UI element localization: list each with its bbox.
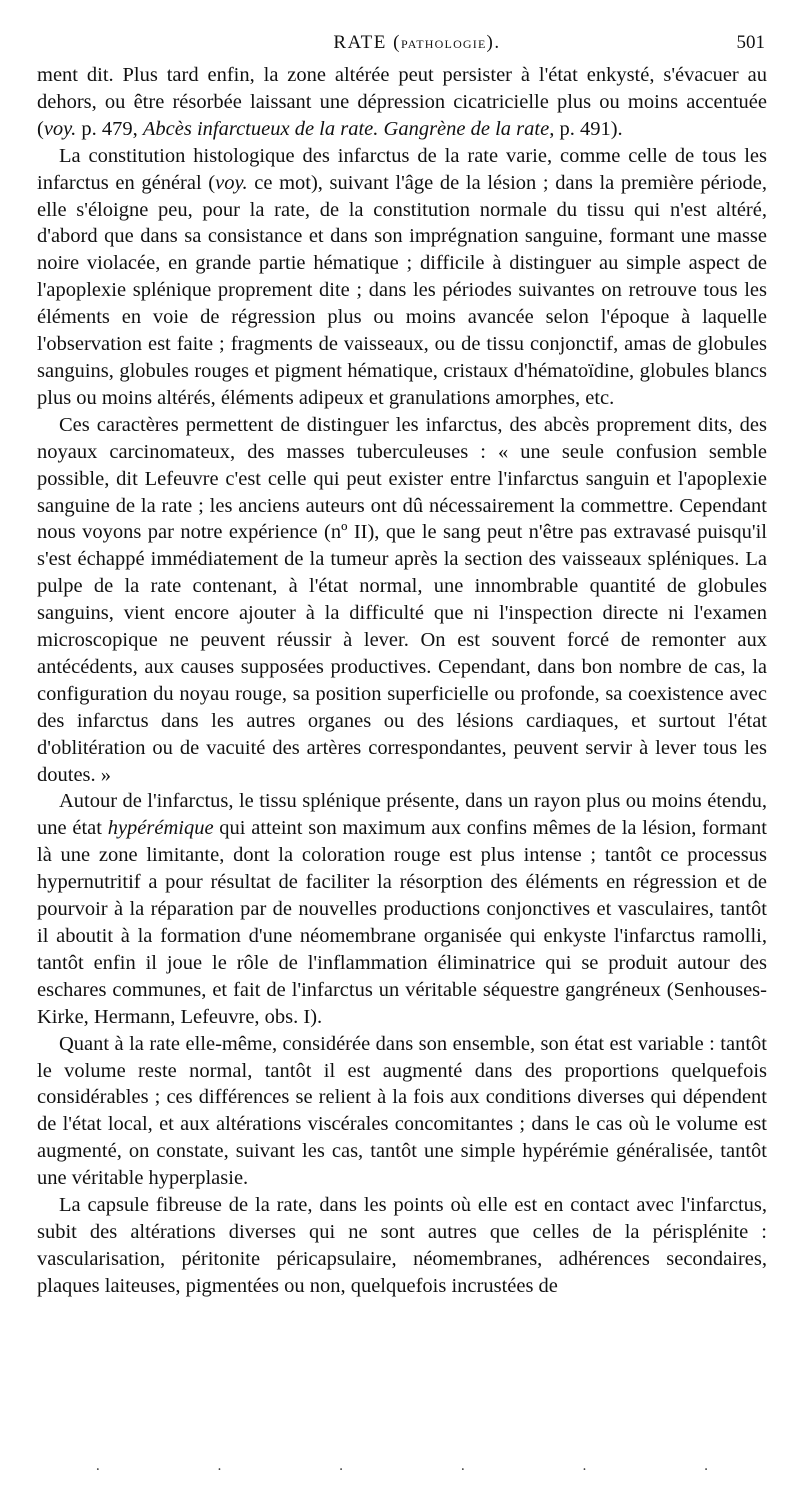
- scan-mark: ·: [95, 1462, 101, 1478]
- paragraph: [37, 62, 767, 143]
- text-run: Autour de l'infarctus, le tissu splénique présente, dans un rayon plus ou moins étendu, une état: [37, 790, 767, 840]
- text-run: Quant à la rate elle-même, considérée dans son ensemble, son état est variable : tantôt le volume reste normal, tantôt il est augmenté dans des proportions quelquefois considérables ; ces différences se relient à la fois aux conditions diverses qui dépendent de l'état local, et aux altérations viscérales concomitantes ; dans le cas où le volume est augmenté, on constate, suivant les cas, tantôt une simple hypérémie généralisée, tantôt une véritable hyperplasie.: [37, 1032, 767, 1190]
- paragraph: [37, 1192, 767, 1300]
- text-run: La constitution histologique des infarctus de la rate varie, comme celle de tous les infarctus en général (: [37, 144, 767, 194]
- text-run: qui atteint son maximum aux confins mêmes de la lésion, formant là une zone limitante, dont la coloration rouge est plus intense ; tantôt ce processus hypernutritif a pour résultat de faciliter la résorption des éléments en régression et de pourvoir à la réparation par de nouvelles productions conjonctives et vasculaires, tantôt il aboutit à la formation d'une néomembrane organisée qui enkyste l'infarctus ramolli, tantôt enfin il joue le rôle de l'inflammation éliminatrice qui se produit autour des eschares communes, et fait de l'infarctus un véritable séquestre gangréneux (Senhouses-Kirke, Hermann, Lefeuvre, obs. I).: [37, 817, 767, 1028]
- page-number: 501: [736, 32, 765, 53]
- running-title-main: RATE (: [333, 32, 401, 53]
- scan-mark: ·: [217, 1462, 222, 1478]
- text-run: ment dit. Plus tard enfin, la zone altérée peut persister à l'état enkysté, s'évacuer au dehors, ou être résorbée laissant une dépression cicatricielle plus ou moins accentuée (: [37, 64, 767, 140]
- text-run: p. 479,: [76, 117, 143, 140]
- running-head: [37, 30, 767, 62]
- paragraph: [37, 143, 767, 412]
- running-title-end: ).: [486, 32, 501, 53]
- text-run: p. 491).: [554, 117, 623, 140]
- running-title: [37, 32, 767, 54]
- italic-run: hypérémique: [107, 817, 214, 840]
- italic-run: Abcès infarctueux de la rate. Gangrène de la rate,: [142, 117, 555, 140]
- paragraph: [37, 788, 767, 1030]
- paragraph: [37, 412, 767, 789]
- text-run: Ces caractères permettent de distinguer les infarctus, des abcès proprement dits, des noyaux carcinomateux, des masses tuberculeuses : « une seule confusion semble possible, dit Lefeuvre c'est celle qui peut exister entre l'infarctus sanguin et l'apoplexie sanguine de la rate ; les anciens auteurs ont dû nécessairement la commettre. Cependant nous voyons par notre expérience (nº II), que le sang peut n'être pas extravasé puisqu'il s'est échappé immédiatement de la tumeur après la section des vaisseaux spléniques. La pulpe de la rate contenant, à l'état normal, une innombrable quantité de globules sanguins, vient encore ajouter à la difficulté que ni l'inspection directe ni l'examen microscopique ne peuvent réussir à lever. On est souvent forcé de remonter aux antécédents, aux causes supposées productives. Cependant, dans bon nombre de cas, la configuration du noyau rouge, sa position superficielle ou profonde, sa coexistence avec des infarctus dans les autres organes ou des lésions cardiaques, et surtout l'état d'oblitération ou de vacuité des artères correspondantes, peuvent servir à lever tous les doutes. »: [37, 413, 767, 786]
- italic-run: voy.: [43, 117, 77, 140]
- scan-mark: ·: [703, 1462, 709, 1478]
- book-page: [37, 30, 767, 1300]
- paragraph: [37, 1031, 767, 1192]
- italic-run: voy.: [215, 171, 248, 194]
- scan-mark: ·: [338, 1462, 344, 1478]
- text-run: La capsule fibreuse de la rate, dans les points où elle est en contact avec l'infarctus, subit des altérations diverses qui ne sont autres que celles de la périsplénite : vascularisation, péritonite péricapsulaire, néomembranes, adhérences secondaires, plaques laiteuses, pigmentées ou non, quelquefois incrustées de: [37, 1194, 767, 1297]
- running-title-smallcaps: PATHOLOGIE: [400, 37, 487, 51]
- body-text: [37, 62, 767, 1300]
- text-run: ce mot), suivant l'âge de la lésion ; dans la première période, elle s'éloigne peu, pour la rate, de la constitution normale du tissu qui n'est altéré, d'abord que dans sa consistance et dans son imprégnation sanguine, formant une masse noire violacée, en grande partie hématique ; difficile à distinguer au simple aspect de l'apoplexie splénique proprement dite ; dans les périodes suivantes on retrouve tous les éléments en voie de régression plus ou moins avancée selon l'époque à laquelle l'observation est faite ; fragments de vaisseaux, ou de tissu conjonctif, amas de globules sanguins, globules rouges et pigment hématique, cristaux d'hématoïdine, globules blancs plus ou moins altérés, éléments adipeux et granulations amorphes, etc.: [37, 171, 767, 409]
- footer-scan-marks: [37, 1462, 767, 1478]
- scan-mark: ·: [460, 1462, 466, 1478]
- scan-mark: ·: [582, 1462, 587, 1478]
